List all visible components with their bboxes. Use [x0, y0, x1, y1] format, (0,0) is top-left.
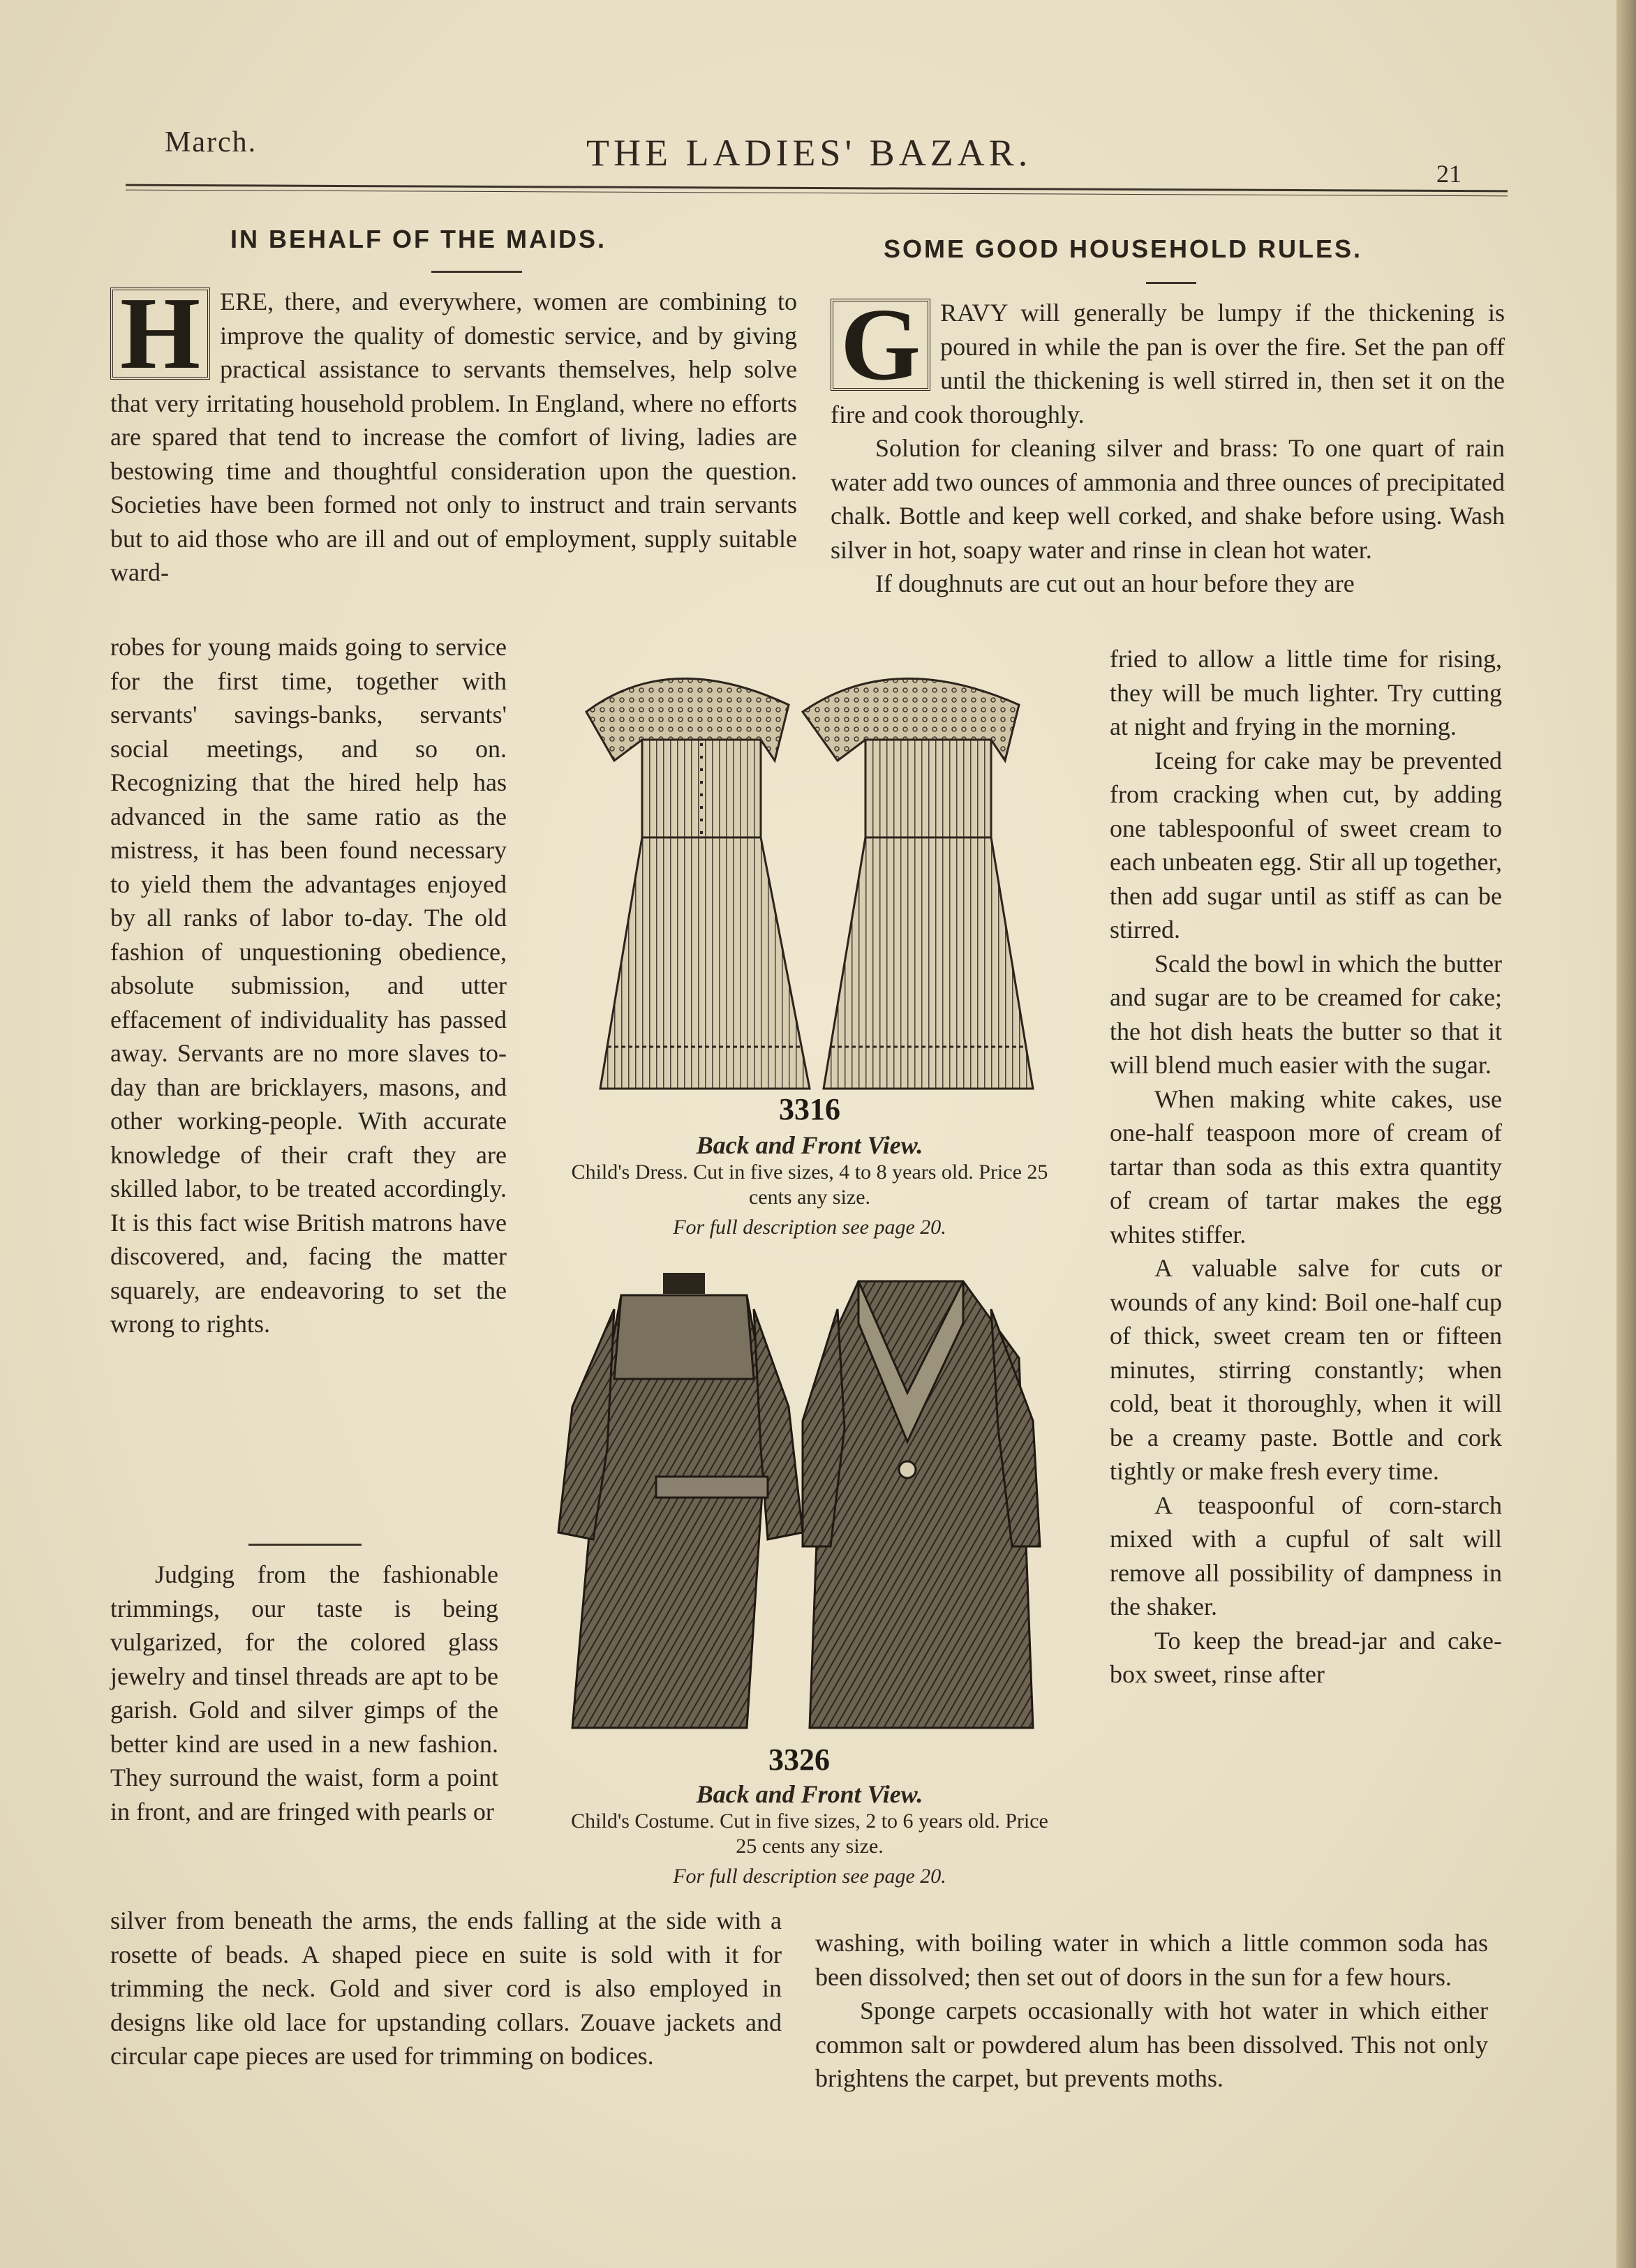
left-article-heading: IN BEHALF OF THE MAIDS.	[230, 225, 607, 253]
figure-caption-3316	[530, 1131, 1089, 1239]
costume-illustration	[544, 1267, 1054, 1735]
header-month: March.	[165, 126, 258, 158]
right-article-lead	[831, 288, 1505, 641]
left-heading-divider	[431, 271, 522, 273]
right-para-cornstarch: A teaspoonful of corn-starch mixed with a cupful of salt will remove all possibility of dampness in the shaker.	[1110, 1491, 1502, 1620]
left-article-second-cont	[110, 1904, 782, 2145]
figure-number-3326: 3326	[768, 1743, 830, 1777]
drop-cap-g: G	[831, 299, 930, 391]
right-para-carpets: Sponge carpets occasionally with hot water in which either common salt or powdered alum has been dissolved. This not only brightens the carpet, but prevents moths.	[815, 1997, 1488, 2092]
figure-reference-3326: For full description see page 20.	[673, 1865, 946, 1888]
right-article-heading: SOME GOOD HOUSEHOLD RULES.	[884, 234, 1363, 263]
left-lead-text: ERE, there, and everywhere, women are combining to improve the quality of domestic service, and by giving practical assistance to servants themselves, help solve that very irritating household problem. In England, where no efforts are spared that tend to increase the comfort of living, ladies are bestowing time and thoughtful consideration upon the question. Societies have been formed not only to instruct and train servants but to aid those who are ill and out of employment, supply suitable ward-	[110, 288, 797, 586]
right-para-doughnuts-start: If doughnuts are cut out an hour before they are	[875, 569, 1355, 597]
right-para-cleaning: Solution for cleaning silver and brass: To one quart of rain water add two ounces of ammonia and three ounces of precipitated chalk. Bottle and keep well corked, and shake before using. Wash silver in hot, soapy water and rinse in clean hot water.	[831, 434, 1505, 564]
header-title: THE LADIES' BAZAR.	[586, 132, 1032, 174]
left-article-second	[110, 1558, 498, 1902]
figure-caption-3326	[530, 1780, 1089, 1888]
figure-reference-3316: For full description see page 20.	[673, 1216, 946, 1239]
dress-front-view	[803, 678, 1033, 1089]
figure-view-3326: Back and Front View.	[696, 1780, 923, 1808]
figure-description-3316: Child's Dress. Cut in five sizes, 4 to 8 years old. Price 25 cents any size.	[571, 1161, 1048, 1209]
right-para-doughnuts-wrap: fried to allow a little time for rising, they will be much lighter. Try cutting at night and frying in the morning.	[1110, 645, 1502, 740]
dress-illustration	[558, 656, 1061, 1096]
right-para-salve: A valuable salve for cuts or wounds of any kind: Boil one-half cup of thick, sweet cream ten or fifteen minutes, stirring constantly; when cold, beat it thoroughly, when it will be a creamy paste. Bottle and cork tightly or make fresh every time.	[1110, 1254, 1502, 1485]
right-para-bread-jar-cont: washing, with boiling water in which a little common soda has been dissolved; then set out of doors in the sun for a few hours.	[815, 1929, 1488, 1991]
right-heading-divider	[1146, 282, 1196, 284]
right-para-scald: Scald the bowl in which the butter and sugar are to be creamed for cake; the hot dish heats the butter so that it will blend much easier with the sugar.	[1110, 949, 1502, 1079]
left-second-para-cont: silver from beneath the arms, the ends falling at the side with a rosette of beads. A shaped piece en suite is sold with it for trimming the neck. Gold and siver cord is also employed in designs like old lace for upstanding collars. Zouave jackets and circular cape pieces are used for trimming on bodices.	[110, 1907, 782, 2070]
right-para-white-cakes: When making white cakes, use one-half teaspoon more of cream of tartar than soda as this extra quantity of cream of tartar makes the egg whites stiffer.	[1110, 1084, 1502, 1248]
page-edge	[1616, 0, 1636, 2268]
left-section-divider	[248, 1544, 362, 1546]
header-page-number: 21	[1436, 160, 1462, 188]
figure-description-3326: Child's Costume. Cut in five sizes, 2 to 6 years old. Price 25 cents any size.	[571, 1810, 1048, 1858]
costume-front-view	[803, 1281, 1040, 1728]
right-para-iceing: Iceing for cake may be prevented from cracking when cut, by adding one tablespoonful of sweet cream to each unbeaten egg. Stir all up together, then add sugar until as stiff as can be stirred.	[1110, 746, 1502, 943]
costume-back-view	[558, 1273, 803, 1728]
left-article-wrap	[110, 630, 507, 1528]
right-para-bread-jar-start: To keep the bread-jar and cake-box sweet, rinse after	[1110, 1626, 1502, 1688]
left-wrap-text: robes for young maids going to service for the first time, together with servants' savings-banks, servants' social meetings, and so on. Recognizing that the hired help has advanced in the same ratio as the mistress, it has been found necessary to yield them the advantages enjoyed by all ranks of labor to-day. The old fashion of unquestioning obedience, absolute submission, and utter effacement of individuality has passed away. Servants are no more slaves to-day than are bricklayers, masons, and other working-people. With accurate knowledge of their craft they are skilled labor, to be treated accordingly. It is this fact wise British matrons have discovered, and, facing the matter squarely, are endeavoring to set the wrong to rights.	[110, 633, 507, 1338]
figure-number-3316: 3316	[779, 1092, 840, 1126]
drop-cap-h: H	[110, 288, 210, 380]
dress-back-view	[586, 678, 810, 1089]
figure-view-3316: Back and Front View.	[696, 1131, 923, 1159]
left-second-para: Judging from the fashionable trimmings, our taste is being vulgarized, for the colored glass jewelry and tinsel threads are apt to be garish. Gold and silver gimps of the better kind are used in a new fashion. They surround the waist, form a point in front, and are fringed with pearls or	[110, 1560, 498, 1826]
right-article-wrap	[1110, 642, 1502, 1897]
right-article-bottom	[815, 1926, 1488, 2163]
right-lead-text: RAVY will generally be lumpy if the thickening is poured in while the pan is over the fire. Set the pan off until the thickening is well stirred in, then set it on the fire and cook thoroughly.	[831, 299, 1505, 428]
left-article-lead	[110, 276, 797, 628]
